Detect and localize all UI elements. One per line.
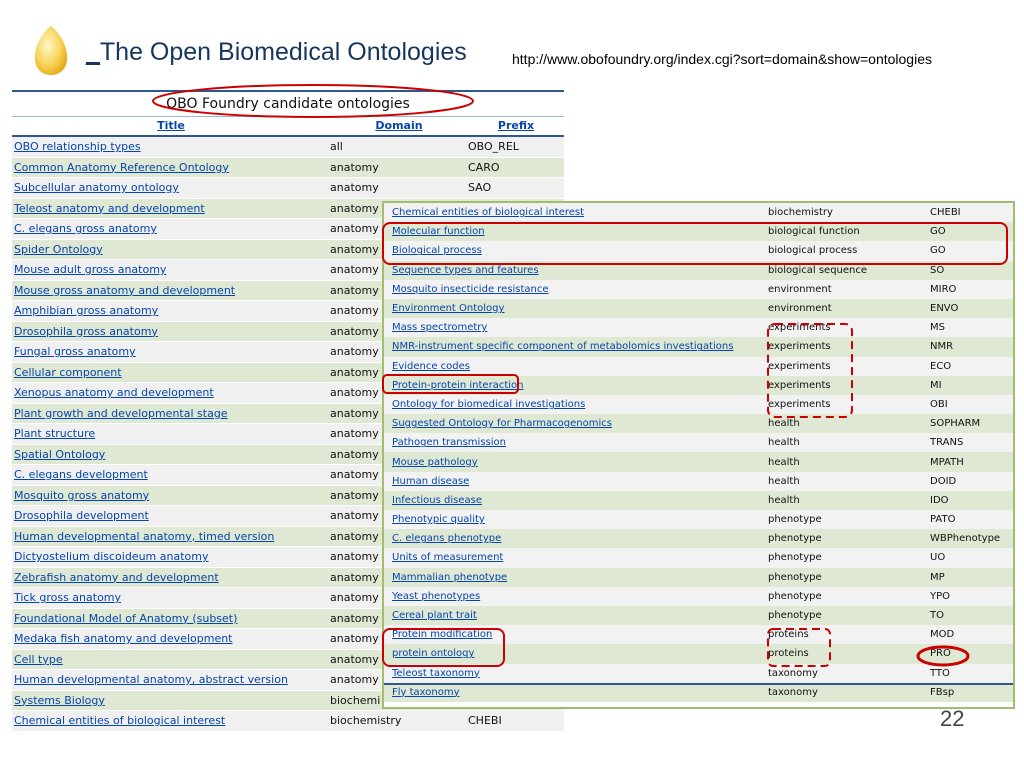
ontology-title-link[interactable]: Drosophila development	[14, 509, 149, 523]
source-url: http://www.obofoundry.org/index.cgi?sort=domain&show=ontologies	[512, 51, 932, 67]
table-row	[12, 137, 564, 158]
ontology-domain: phenotype	[768, 610, 822, 622]
overlay-row	[384, 280, 1013, 299]
ontology-prefix: SAO	[468, 181, 492, 195]
ontology-domain: all	[330, 140, 343, 154]
ontology-title-link[interactable]: Plant structure	[14, 427, 96, 441]
ontology-domain: anatomy	[330, 222, 379, 236]
ontology-prefix: PATO	[930, 514, 956, 526]
overlay-row	[384, 606, 1013, 625]
ontology-title-link[interactable]: Units of measurement	[392, 552, 504, 564]
ontology-prefix: ENVO	[930, 303, 959, 315]
ontology-domain: biological function	[768, 226, 860, 238]
ontology-domain: anatomy	[330, 529, 379, 543]
ontology-prefix: OBI	[930, 398, 948, 410]
ontology-domain: anatomy	[330, 652, 379, 666]
ontology-title-link[interactable]: Medaka fish anatomy and development	[14, 632, 233, 646]
sort-title-link[interactable]: Title	[157, 119, 185, 132]
ontology-prefix: MOD	[930, 629, 955, 641]
ontology-domain: anatomy	[330, 160, 379, 174]
ontology-title-link[interactable]: Phenotypic quality	[392, 514, 485, 526]
ontology-domain: anatomy	[330, 468, 379, 482]
sort-domain-link[interactable]: Domain	[375, 119, 423, 132]
ontology-title-link[interactable]: Mouse gross anatomy and development	[14, 283, 236, 297]
overlay-row	[384, 625, 1013, 644]
ontology-domain: proteins	[768, 629, 809, 641]
ontology-prefix: SO	[930, 264, 945, 276]
ontology-domain: anatomy	[330, 201, 379, 215]
overlay-row	[384, 568, 1013, 587]
ontology-title-link[interactable]: Xenopus anatomy and development	[14, 386, 214, 400]
ontology-domain: anatomy	[330, 427, 379, 441]
ontology-title-link[interactable]: Evidence codes	[392, 360, 471, 372]
ontology-title-link[interactable]: Molecular function	[392, 226, 485, 238]
ontology-domain: health	[768, 475, 800, 487]
overlay-row	[384, 203, 1013, 222]
ontology-domain: biochemistry	[330, 714, 402, 728]
ontology-domain: anatomy	[330, 570, 379, 584]
ontology-domain: anatomy	[330, 345, 379, 359]
overlay-row	[384, 299, 1013, 318]
table-row	[12, 178, 564, 199]
overlay-row	[384, 261, 1013, 280]
overlay-row	[384, 664, 1013, 683]
ontology-title-link[interactable]: Mosquito gross anatomy	[14, 488, 150, 502]
ontology-prefix: SOPHARM	[930, 418, 981, 430]
overlay-row	[384, 491, 1013, 510]
ontology-title-link[interactable]: Teleost taxonomy	[392, 667, 480, 679]
ontology-domain: anatomy	[330, 324, 379, 338]
overlay-row	[384, 548, 1013, 567]
table-row	[12, 158, 564, 179]
ontology-domain: taxonomy	[768, 686, 818, 698]
ontology-prefix: CARO	[468, 160, 500, 174]
ontology-domain: anatomy	[330, 263, 379, 277]
ontology-domain: proteins	[768, 648, 809, 660]
overlay-row	[384, 644, 1013, 663]
overlay-row	[384, 376, 1013, 395]
overlay-row	[384, 414, 1013, 433]
overlay-row	[384, 222, 1013, 241]
table-caption: OBO Foundry candidate ontologies	[12, 90, 564, 116]
ontology-title-link[interactable]: Spatial Ontology	[14, 447, 106, 461]
ontology-domain: anatomy	[330, 509, 379, 523]
ontology-domain: phenotype	[768, 571, 822, 583]
ontology-prefix: TRANS	[930, 437, 964, 449]
ontology-title-link[interactable]: Mouse adult gross anatomy	[14, 263, 167, 277]
ontology-domain: biological sequence	[768, 264, 868, 276]
ontology-title-link[interactable]: Chemical entities of biological interest	[14, 714, 226, 728]
ontology-title-link[interactable]: Drosophila gross anatomy	[14, 324, 158, 338]
ontology-prefix: MPATH	[930, 456, 964, 468]
ontology-prefix: FBsp	[930, 686, 955, 698]
overlay-row	[384, 318, 1013, 337]
ontology-prefix: IDO	[930, 494, 949, 506]
overlay-body	[384, 203, 1013, 702]
ontology-title-link[interactable]: Fungal gross anatomy	[14, 345, 136, 359]
ontology-domain: experiments	[768, 360, 831, 372]
ontology-domain: anatomy	[330, 283, 379, 297]
ontology-title-link[interactable]: Tick gross anatomy	[14, 591, 122, 605]
ontology-prefix: WBPhenotype	[930, 533, 1001, 545]
ontology-title-link[interactable]: OBO relationship types	[14, 140, 141, 154]
slide-title	[86, 38, 467, 67]
page-number: 22	[940, 706, 965, 731]
ontology-title-link[interactable]: Teleost anatomy and development	[14, 201, 205, 215]
ontology-domain: health	[768, 494, 800, 506]
ontology-prefix: GO	[930, 226, 946, 238]
ontology-prefix: TO	[930, 610, 944, 622]
ontology-title-link[interactable]: Mosquito insecticide resistance	[392, 283, 549, 295]
ontology-prefix: TTO	[930, 667, 950, 679]
ontology-domain: anatomy	[330, 611, 379, 625]
table-header	[12, 116, 564, 137]
ontology-domain: health	[768, 437, 800, 449]
overlay-row	[384, 241, 1013, 260]
ontology-title-link[interactable]: Plant growth and developmental stage	[14, 406, 228, 420]
ontology-domain: anatomy	[330, 406, 379, 420]
ontology-domain: health	[768, 456, 800, 468]
overlay-bottom-rule	[384, 683, 1013, 685]
ontology-title-link[interactable]: Zebrafish anatomy and development	[14, 570, 219, 584]
ontology-domain: anatomy	[330, 488, 379, 502]
ontology-title-link[interactable]: Human developmental anatomy, abstract version	[14, 673, 288, 687]
ontology-prefix: MIRO	[930, 283, 957, 295]
ontology-domain: phenotype	[768, 552, 822, 564]
ontology-title-link[interactable]: Environment Ontology	[392, 303, 505, 315]
overlay-row	[384, 510, 1013, 529]
title-text: The Open Biomedical Ontologies	[99, 38, 467, 66]
ontology-prefix: NMR	[930, 341, 954, 353]
ontology-title-link[interactable]: C. elegans phenotype	[392, 533, 502, 545]
ontology-prefix: GO	[930, 245, 946, 257]
overlay-row	[384, 683, 1013, 702]
ontology-domain: phenotype	[768, 590, 822, 602]
ontology-domain: anatomy	[330, 304, 379, 318]
ontology-domain: environment	[768, 283, 832, 295]
ontology-domain: phenotype	[768, 514, 822, 526]
table-row	[12, 711, 564, 732]
ontology-title-link[interactable]: Biological process	[392, 245, 482, 257]
ontology-title-link[interactable]: Human disease	[392, 475, 470, 487]
ontology-title-link[interactable]: Common Anatomy Reference Ontology	[14, 160, 229, 174]
ontology-prefix: DOID	[930, 475, 957, 487]
ontology-domain: experiments	[768, 322, 831, 334]
ontology-title-link[interactable]: protein ontology	[392, 648, 475, 660]
overlay-row	[384, 433, 1013, 452]
ontology-title-link[interactable]: Spider Ontology	[14, 242, 103, 256]
ontology-title-link[interactable]: Mass spectrometry	[392, 322, 488, 334]
ontology-prefix: ECO	[930, 360, 952, 372]
ontology-title-link[interactable]: Pathogen transmission	[392, 437, 506, 449]
ontology-prefix: YPO	[930, 590, 951, 602]
overlay-row	[384, 395, 1013, 414]
overlay-row	[384, 337, 1013, 356]
ontology-domain: biochemistry	[768, 207, 833, 219]
ontology-domain: experiments	[768, 379, 831, 391]
ontology-domain: environment	[768, 303, 832, 315]
ontology-title-link[interactable]: Cellular component	[14, 365, 122, 379]
ontology-title-link[interactable]: C. elegans development	[14, 468, 148, 482]
ontology-title-link[interactable]: Human developmental anatomy, timed version	[14, 529, 275, 543]
ontology-domain: anatomy	[330, 386, 379, 400]
ontology-title-link[interactable]: Infectious disease	[392, 494, 482, 506]
ontology-title-link[interactable]: Fly taxonomy	[392, 686, 460, 698]
ontology-title-link[interactable]: Cereal plant trait	[392, 610, 477, 622]
ontology-title-link[interactable]: NMR-instrument specific component of metabolomics investigations	[392, 341, 734, 353]
ontology-prefix: MP	[930, 571, 945, 583]
ontology-title-link[interactable]: Mouse pathology	[392, 456, 478, 468]
ontology-title-link[interactable]: Sequence types and features	[392, 264, 539, 276]
ontology-domain: anatomy	[330, 673, 379, 687]
ontology-prefix: CHEBI	[468, 714, 502, 728]
ontology-title-link[interactable]: Foundational Model of Anatomy (subset)	[14, 611, 238, 625]
ontology-domain: biological process	[768, 245, 858, 257]
ontology-title-link[interactable]: Dictyostelium discoideum anatomy	[14, 550, 209, 564]
ontology-title-link[interactable]: Mammalian phenotype	[392, 571, 508, 583]
ontology-prefix: OBO_REL	[468, 140, 519, 154]
ontology-domain: anatomy	[330, 365, 379, 379]
overlay-row	[384, 452, 1013, 471]
ontology-domain: anatomy	[330, 591, 379, 605]
ontology-title-link[interactable]: Protein-protein interaction	[392, 379, 524, 391]
ontology-prefix: CHEBI	[930, 207, 961, 219]
overlay-table-excerpt	[382, 201, 1015, 709]
ontology-title-link[interactable]: Yeast phenotypes	[392, 590, 481, 602]
ontology-domain: anatomy	[330, 550, 379, 564]
title-prefix: _	[86, 38, 100, 66]
bulb-logo-icon	[33, 24, 69, 76]
ontology-title-link[interactable]: Subcellular anatomy ontology	[14, 181, 179, 195]
ontology-prefix: MI	[930, 379, 942, 391]
ontology-prefix: MS	[930, 322, 945, 334]
ontology-domain: anatomy	[330, 632, 379, 646]
overlay-row	[384, 529, 1013, 548]
ontology-domain: anatomy	[330, 447, 379, 461]
ontology-prefix: UO	[930, 552, 946, 564]
ontology-domain: taxonomy	[768, 667, 818, 679]
ontology-prefix: PRO	[930, 648, 951, 660]
ontology-domain: anatomy	[330, 242, 379, 256]
ontology-domain: anatomy	[330, 181, 379, 195]
ontology-domain: biochemi	[330, 693, 381, 707]
ontology-title-link[interactable]: Ontology for biomedical investigations	[392, 398, 586, 410]
ontology-domain: phenotype	[768, 533, 822, 545]
ontology-title-link[interactable]: Systems Biology	[14, 693, 105, 707]
ontology-title-link[interactable]: Amphibian gross anatomy	[14, 304, 159, 318]
ontology-title-link[interactable]: C. elegans gross anatomy	[14, 222, 157, 236]
sort-prefix-link[interactable]: Prefix	[497, 119, 535, 132]
ontology-title-link[interactable]: Protein modification	[392, 629, 493, 641]
ontology-domain: experiments	[768, 398, 831, 410]
overlay-row	[384, 357, 1013, 376]
ontology-title-link[interactable]: Suggested Ontology for Pharmacogenomics	[392, 418, 612, 430]
ontology-domain: health	[768, 418, 800, 430]
overlay-row	[384, 587, 1013, 606]
ontology-title-link[interactable]: Cell type	[14, 652, 63, 666]
ontology-title-link[interactable]: Chemical entities of biological interest	[392, 207, 585, 219]
ontology-domain: experiments	[768, 341, 831, 353]
overlay-row	[384, 472, 1013, 491]
